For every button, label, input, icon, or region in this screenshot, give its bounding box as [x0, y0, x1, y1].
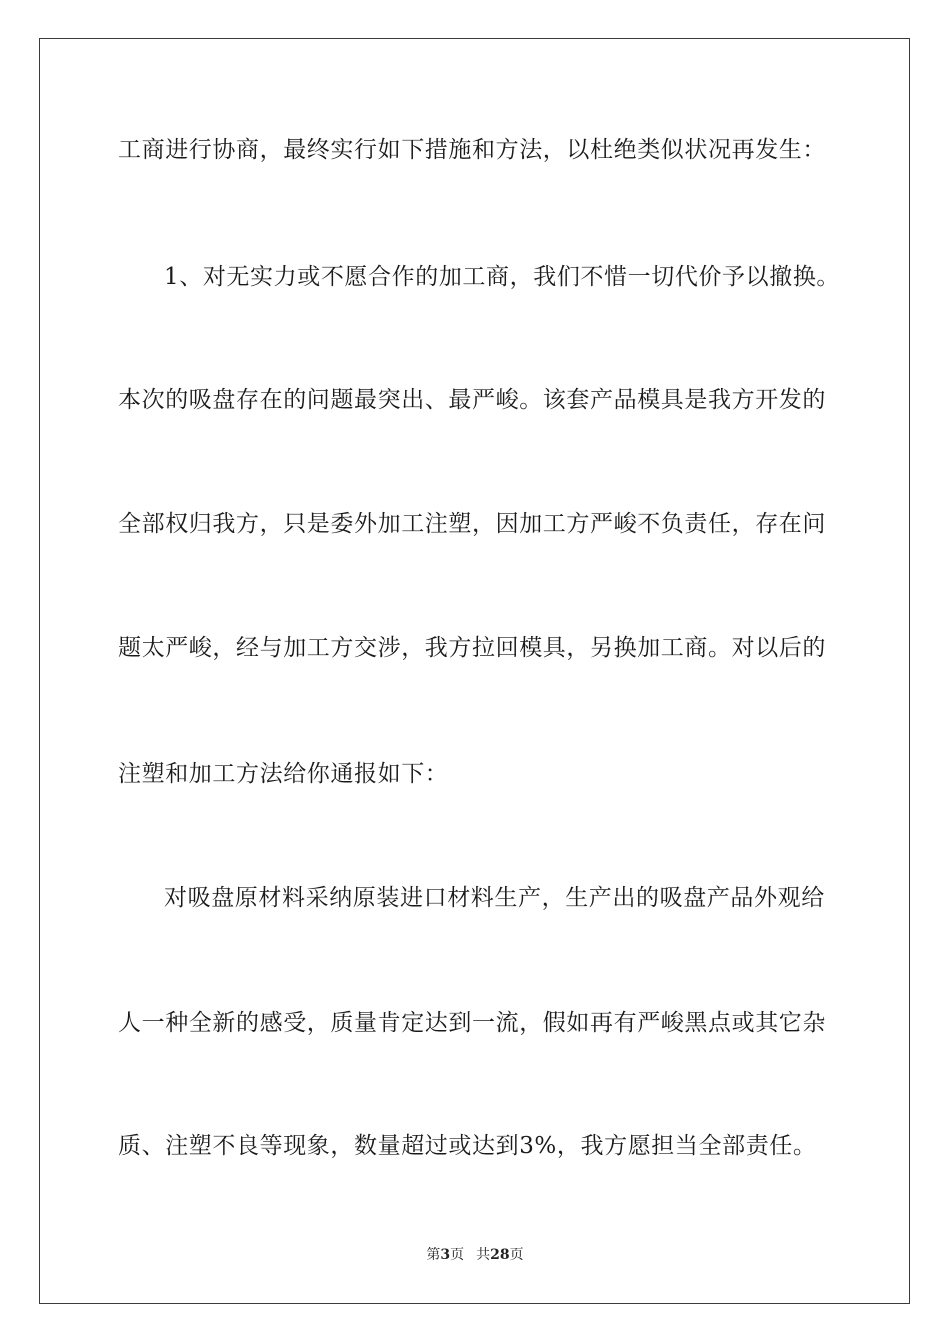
text-line-3: 本次的吸盘存在的问题最突出、最严峻。该套产品模具是我方开发的 — [118, 387, 826, 413]
total-prefix: 共 — [476, 1247, 491, 1263]
text-line-7: 对吸盘原材料采纳原装进口材料生产，生产出的吸盘产品外观给 — [164, 885, 825, 911]
page-prefix: 第 — [426, 1247, 441, 1263]
text-line-5: 题太严峻，经与加工方交涉，我方拉回模具，另换加工商。对以后的 — [118, 635, 826, 661]
text-line-9: 质、注塑不良等现象，数量超过或达到3%，我方愿担当全部责任。 — [118, 1133, 817, 1159]
text-line-1: 工商进行协商，最终实行如下措施和方法，以杜绝类似状况再发生： — [118, 137, 826, 163]
page-suffix: 页 — [450, 1247, 465, 1263]
total-suffix: 页 — [509, 1247, 524, 1263]
text-line-4: 全部权归我方，只是委外加工注塑，因加工方严峻不负责任，存在问 — [118, 511, 826, 537]
total-pages: 28 — [490, 1247, 510, 1263]
page-border — [39, 38, 910, 1304]
page-footer — [0, 1246, 950, 1264]
text-line-8: 人一种全新的感受，质量肯定达到一流，假如再有严峻黑点或其它杂 — [118, 1010, 826, 1036]
text-line-2: 1、对无实力或不愿合作的加工商，我们不惜一切代价予以撤换。 — [164, 264, 841, 290]
text-line-6: 注塑和加工方法给你通报如下： — [118, 761, 449, 787]
page-number: 3 — [440, 1247, 451, 1263]
